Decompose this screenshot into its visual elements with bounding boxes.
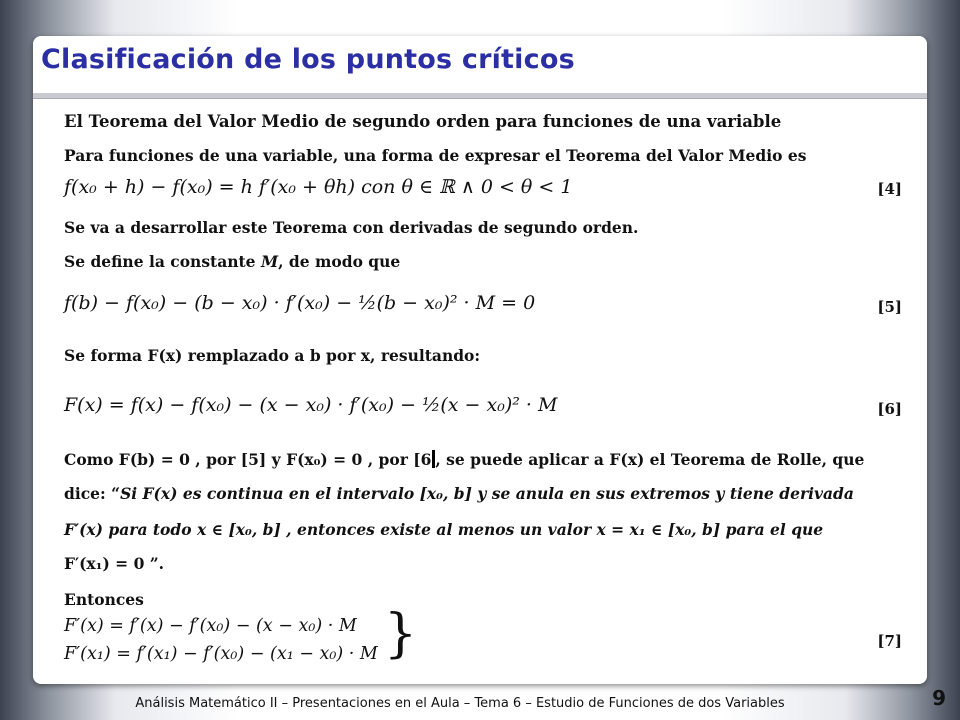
slide-footer: Análisis Matemático II – Presentaciones en el Aula – Tema 6 – Estudio de Funciones de dos Variables <box>135 696 785 711</box>
equation-6-tag: [6] <box>877 400 902 418</box>
equation-6: F(x) = f(x) − f(x₀) − (x − x₀) · f′(x₀) − ½(x − x₀)² · M <box>64 394 558 416</box>
form-text: Se forma F(x) remplazado a b por x, resultando: <box>64 346 481 365</box>
page-number: 9 <box>932 686 946 710</box>
rolle-line-4: F′(x₁) = 0 ”. <box>64 554 165 573</box>
equation-5-tag: [5] <box>877 298 902 316</box>
define-text <box>64 252 400 271</box>
intro-text: Para funciones de una variable, una forma de expresar el Teorema del Valor Medio es <box>64 146 807 165</box>
equation-7-tag: [7] <box>877 632 902 650</box>
rolle-line-2-start: dice: “ <box>64 484 121 503</box>
slide-card <box>33 36 927 684</box>
rolle-line-3: F′(x) para todo x ∈ [x₀, b] , entonces existe al menos un valor x = x₁ ∈ [x₀, b] para el que <box>64 520 824 539</box>
slide-title: Clasificación de los puntos críticos <box>41 44 575 75</box>
equation-7b: F′(x₁) = f′(x₁) − f′(x₀) − (x₁ − x₀) · M <box>64 644 378 664</box>
equation-7a: F′(x) = f′(x) − f′(x₀) − (x − x₀) · M <box>64 616 357 636</box>
rolle-line-1-end: , se puede aplicar a F(x) el Teorema de Rolle, que <box>435 450 865 469</box>
rolle-quote: Si F(x) es continua en el intervalo [x₀, b] y se anula en sus extremos y tiene derivada <box>120 484 854 503</box>
equation-4: f(x₀ + h) − f(x₀) = h f′(x₀ + θh) con θ ∈ ℝ ∧ 0 < θ < 1 <box>64 176 573 198</box>
equation-4-tag: [4] <box>877 180 902 198</box>
define-pre: Se define la constante <box>64 252 261 271</box>
equation-5: f(b) − f(x₀) − (b − x₀) · f′(x₀) − ½(b − x₀)² · M = 0 <box>64 292 536 314</box>
then-text: Entonces <box>64 590 144 609</box>
rolle-line-2 <box>64 484 854 503</box>
section-heading: El Teorema del Valor Medio de segundo orden para funciones de una variable <box>64 112 782 131</box>
title-divider <box>33 93 927 99</box>
define-post: , de modo que <box>278 252 401 271</box>
equation-7-brace: } <box>384 604 418 664</box>
define-var: M <box>260 252 279 271</box>
rolle-line-1-start: Como F(b) = 0 , por [5] y F(x₀) = 0 , por [6 <box>64 450 432 469</box>
develop-text: Se va a desarrollar este Teorema con derivadas de segundo orden. <box>64 218 639 237</box>
rolle-line-1 <box>64 450 864 469</box>
